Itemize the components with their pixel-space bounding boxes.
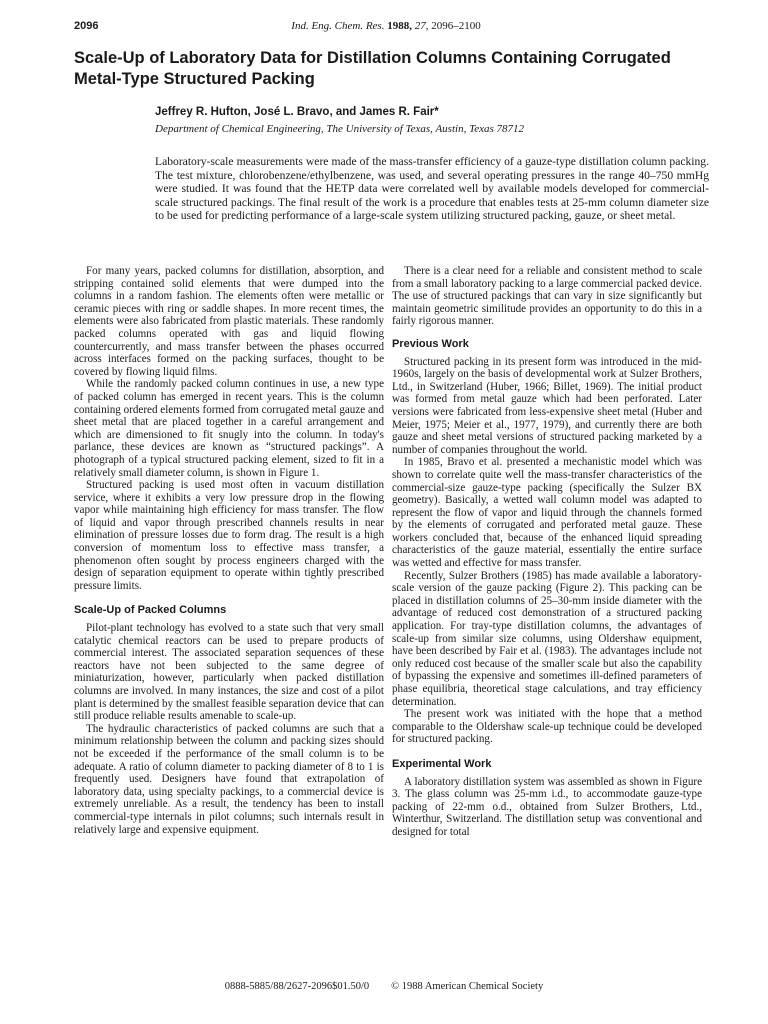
page-footer xyxy=(0,981,768,992)
body-paragraph: The hydraulic characteristics of packed columns are such that a minimum relationship between the column and packing sizes should not be exceeded if the performance of the small column is to be adequate. A ratio of column diameter to packing diameter of 8 to 1 is frequently used. Designers have found that extrapolation of laboratory data, using specialty packings, to a commercial device is extremely unreliable. As a result, the tendency has been to install commercial-type internals in pilot columns; such internals result in relatively large and expensive equipment. xyxy=(74,722,384,836)
section-heading-experimental-work: Experimental Work xyxy=(392,757,492,770)
journal-volume: 27, xyxy=(414,20,429,32)
section-heading-previous-work: Previous Work xyxy=(392,337,469,350)
journal-citation xyxy=(74,20,698,32)
left-column xyxy=(74,265,384,836)
copyright: © 1988 American Chemical Society xyxy=(391,981,544,992)
body-paragraph: In 1985, Bravo et al. presented a mechanistic model which was shown to correlate quite well the mass-transfer characteristics of the commercial-size gauze-type packing (specifically the Sulzer BX geometry). Basically, a wetted wall column model was adapted to represent the flow of vapor and liquid through the channels formed by the elements of corrugated and perforated metal gauze. These workers concluded that, because of the enhanced liquid spreading characteristics of the gauze material, essentially the entire surface was wetted and effective for mass transfer. xyxy=(392,456,702,570)
right-column xyxy=(392,265,702,839)
body-paragraph: The present work was initiated with the hope that a method comparable to the Oldershaw scale-up technique could be developed for structured packing. xyxy=(392,708,702,746)
journal-year: 1988, xyxy=(387,20,412,32)
abstract: Laboratory-scale measurements were made of the mass-transfer efficiency of a gauze-type distillation column packing. The test mixture, chlorobenzene/ethylbenzene, was used, and several operating pressures in the range 40–750 mmHg were studied. It was found that the HETP data were correlated well by available models developed for commercial-scale structured packings. The final result of the work is a procedure that enables tests at 25-mm column diameter size to be used for predicting performance of a large-scale system utilizing structured packing, gauze, or sheet metal. xyxy=(155,155,709,222)
section-heading-scale-up: Scale-Up of Packed Columns xyxy=(74,604,227,617)
body-paragraph: Pilot-plant technology has evolved to a state such that very small catalytic chemical reactors can be used to prepare products of commercial interest. The associated separation sequences of these reactors have not been subjected to the same degree of miniaturization, however, particularly when packed distillation columns are involved. In many instances, the size and cost of a pilot plant is determined by the smallest feasible separation device that can still produce reliable results amenable to scale-up. xyxy=(74,622,384,723)
journal-name: Ind. Eng. Chem. Res. xyxy=(291,20,385,32)
page-header xyxy=(74,20,698,36)
affiliation: Department of Chemical Engineering, The University of Texas, Austin, Texas 78712 xyxy=(155,123,524,135)
page-number: 2096 xyxy=(74,20,99,32)
body-paragraph: Recently, Sulzer Brothers (1985) has made available a laboratory-scale version of the gauze packing (Figure 2). This packing can be placed in distillation columns of 25–30-mm inside diameter with the advantage of reduced cost demonstration of a structured packing application. For tray-type distillation columns, the advantages of scale-up from similar size columns, using Oldershaw equipment, have been described by Fair et al. (1983). The advantages include not only reduced cost because of the smaller scale but also the capability of bypassing the expensive and sometimes ill-defined parameters of phase equilibria, theoretical stage calculations, and tray efficiency determination. xyxy=(392,569,702,708)
paper-title: Scale-Up of Laboratory Data for Distillation Columns Containing Corrugated Metal-Type Structured Packing xyxy=(74,49,671,88)
body-paragraph: There is a clear need for a reliable and consistent method to scale from a small laboratory packing to a large commercial packed device. The use of structured packings that can vary in size significantly but maintain geometric similitude provides an opportunity to do this in a fairly rigorous manner. xyxy=(392,265,702,328)
body-paragraph: For many years, packed columns for distillation, absorption, and stripping contained solid elements that were dumped into the columns in a random fashion. The elements often were metallic or ceramic pieces with ring or saddle shapes. In more recent times, the elements were also fabricated from plastic materials. These randomly packed columns operated with gas and liquid flowing countercurrently, and mass transfer between the phases occurred across interfaces formed on the packing surfaces, thought to be covered by flowing liquid films. xyxy=(74,265,384,378)
body-paragraph: While the randomly packed column continues in use, a new type of packed column has emerged in recent years. This is the column containing ordered elements formed from corrugated metal gauze and sheet metal that are placed together in a careful arrangement and which are dimensioned to fit snugly into the column. In today's parlance, these devices are known as “structured packings”. A photograph of a typical structured packing element, sized to fit in a relatively small diameter column, is shown in Figure 1. xyxy=(74,378,384,479)
article-code: 0888-5885/88/2627-2096$01.50/0 xyxy=(224,981,370,992)
body-paragraph: A laboratory distillation system was assembled as shown in Figure 3. The glass column was 25-mm i.d., to accommodate gauze-type packing of 22-mm o.d., obtained from Sulzer Brothers, Ltd., Winterthur, Switzerland. The distillation setup was conventional and designed for total xyxy=(392,775,702,838)
authors: Jeffrey R. Hufton, José L. Bravo, and James R. Fair* xyxy=(155,106,439,118)
body-paragraph: Structured packing in its present form was introduced in the mid-1960s, largely on the basis of developmental work at Sulzer Brothers, Ltd., in Switzerland (Huber, 1966; Billet, 1969). The initial product was formed from metal gauze which had been perforated. Later versions were fabricated from less-expensive sheet metal (Huber and Meier, 1975; Meier et al., 1977, 1979), and currently there are both gauze and sheet metal versions of structured packing marketed by a number of companies throughout the world. xyxy=(392,355,702,456)
body-paragraph: Structured packing is used most often in vacuum distillation service, where it exhibits a very low pressure drop in the flowing vapor while maintaining high efficiency for mass transfer. The flow of liquid and vapor through prescribed channels results in near elimination of pressure losses due to form drag. The result is a high conversion of momentum loss to effective mass transfer, a phenomenon often sought by process engineers charged with the design of separation equipment to operate within tightly prescribed pressure limits. xyxy=(74,479,384,592)
journal-pages: 2096–2100 xyxy=(431,20,481,32)
